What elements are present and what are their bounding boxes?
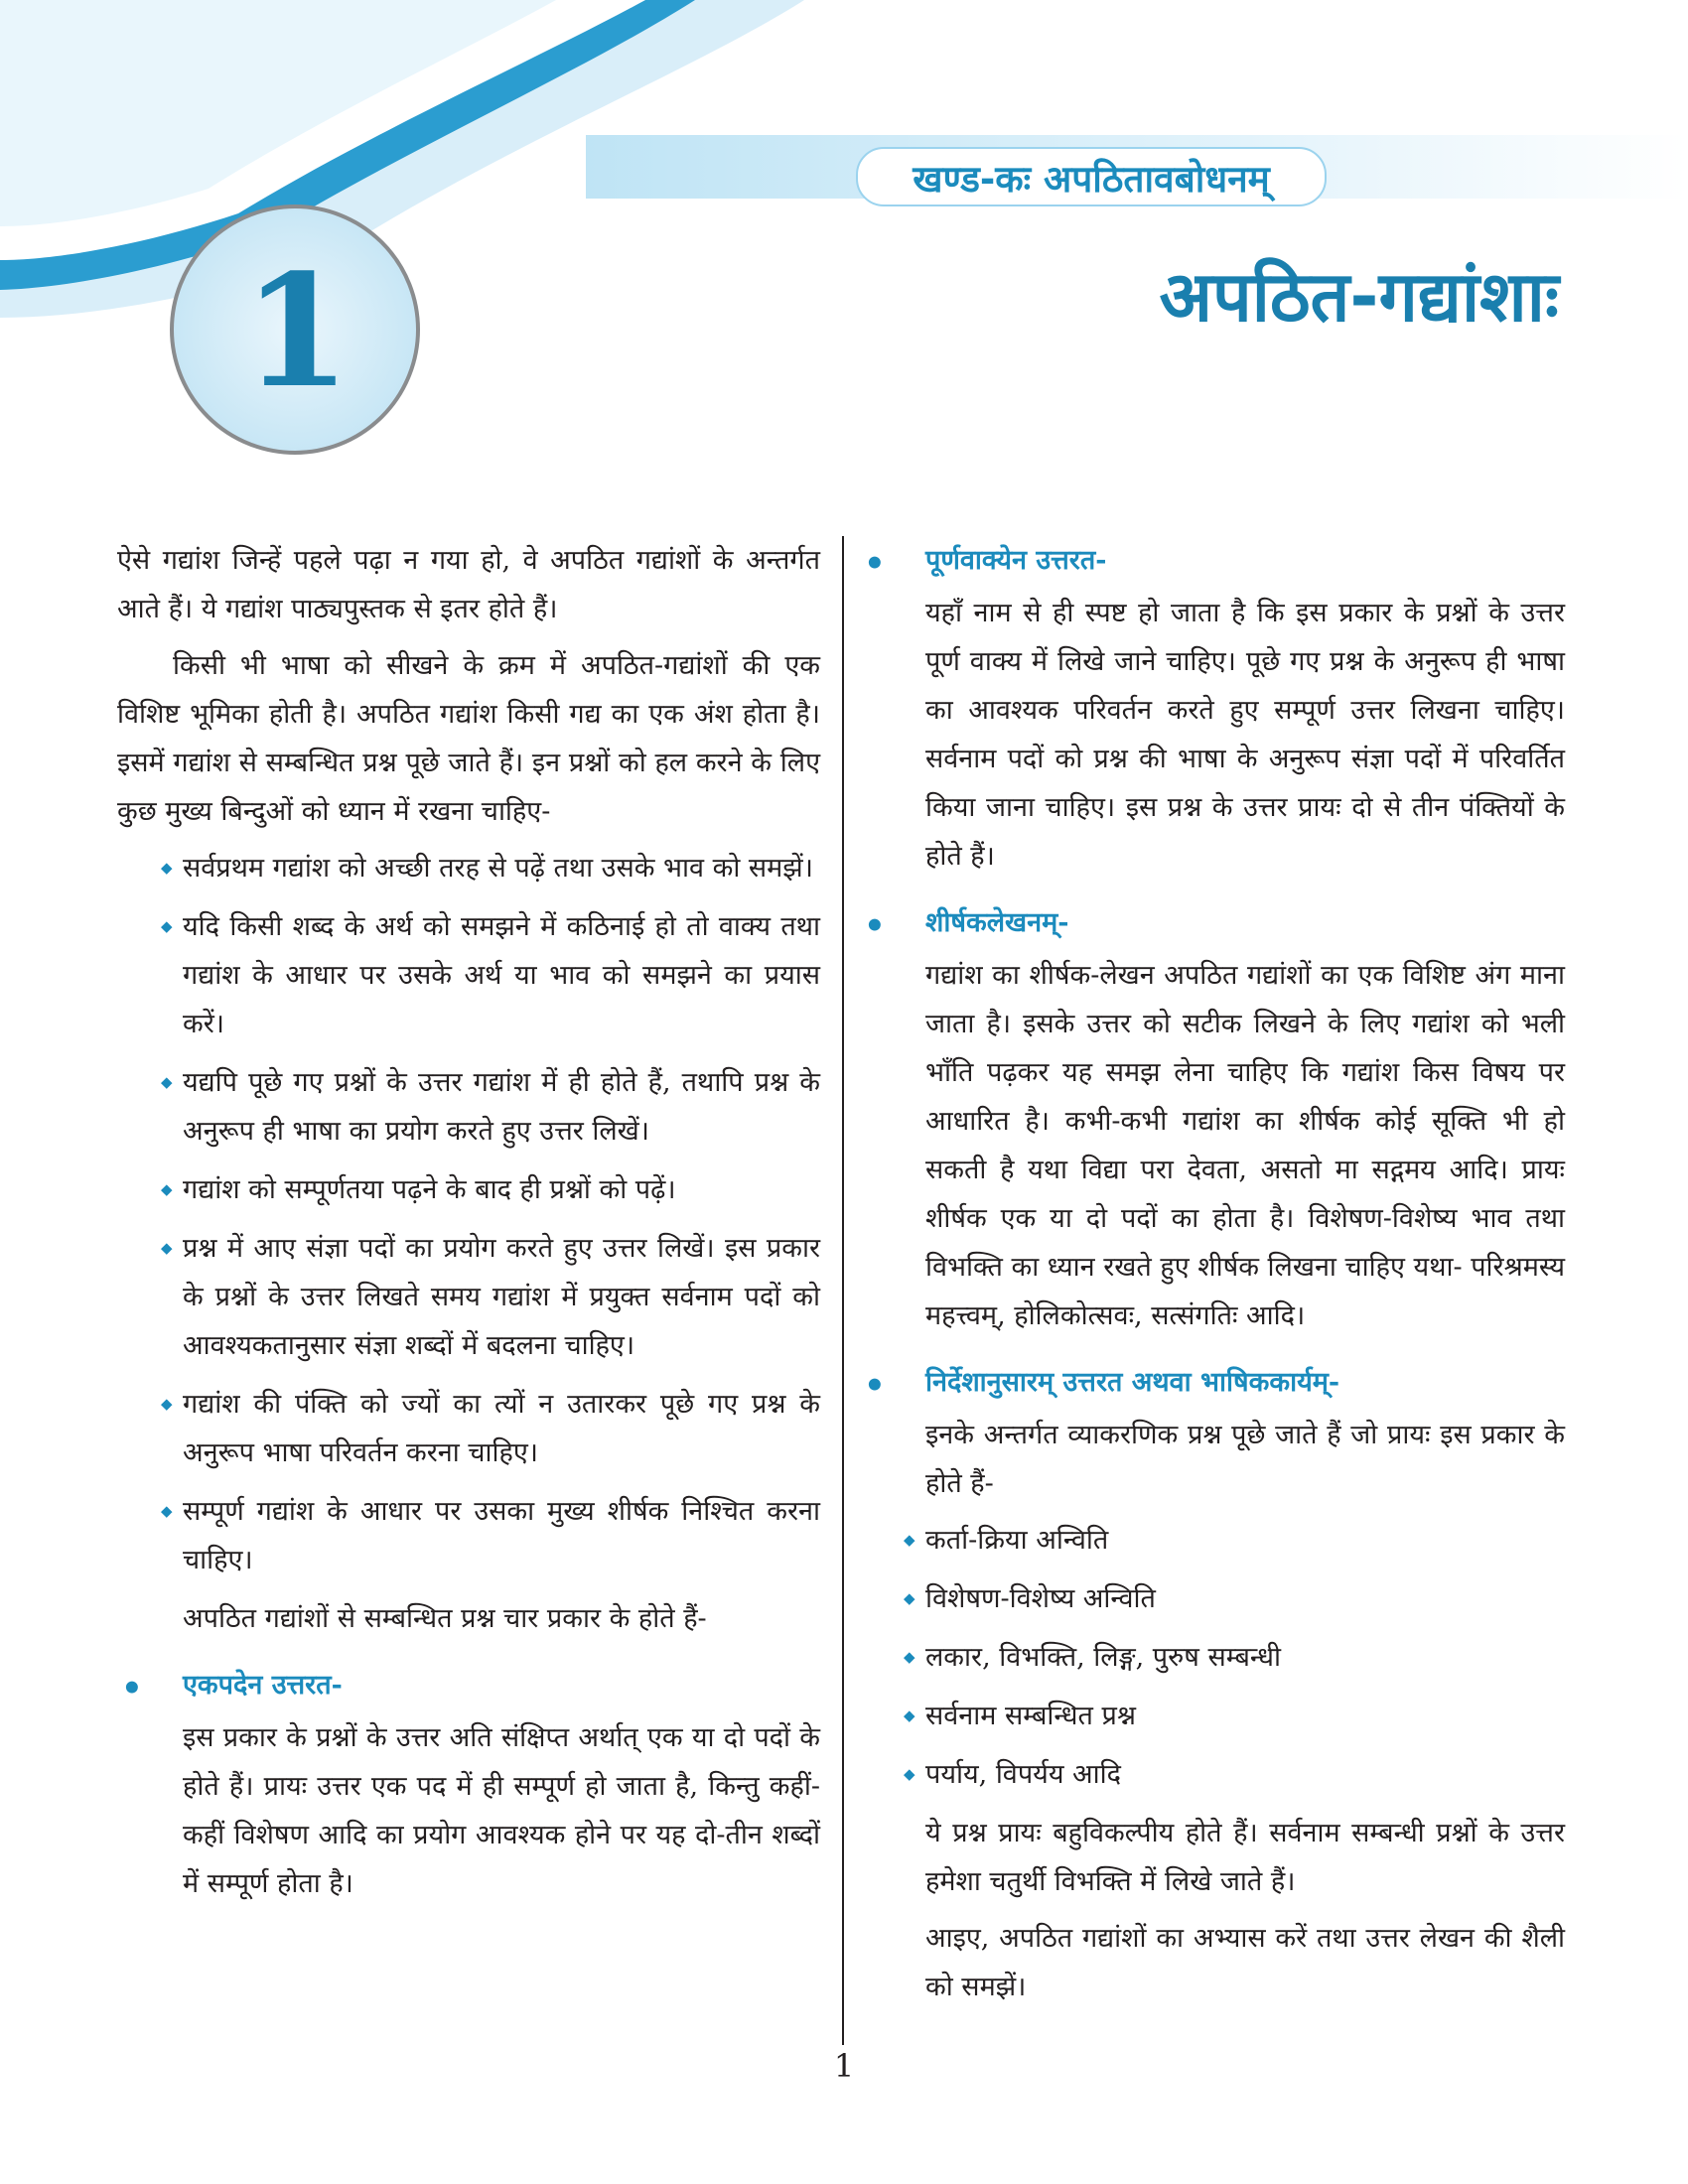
- list-item: ◆ लकार, विभक्ति, लिङ्ग, पुरुष सम्बन्धी: [860, 1633, 1565, 1682]
- section-label: खण्ड-कः अपठितावबोधनम्: [856, 147, 1327, 206]
- page-number: 1: [833, 2047, 855, 2085]
- chapter-title: अपठित-गद्यांशाः: [1159, 256, 1559, 338]
- list-item: ◆ यदि किसी शब्द के अर्थ को समझने में कठिनाई हो तो वाक्य तथा गद्यांश के आधार पर उसके अर्थ या भाव को समझने का प्रयास करें।: [117, 902, 820, 1048]
- tips-list: [117, 844, 820, 1584]
- closing-paragraph-2: आइए, अपठित गद्यांशों का अभ्यास करें तथा उत्तर लेखन की शैली को समझें।: [925, 1923, 1565, 2002]
- section-heading-ekpad: • एकपदेन उत्तरत-: [117, 1661, 820, 1709]
- grammar-items-list: [860, 1516, 1565, 1799]
- right-column: [860, 536, 1565, 2019]
- section-body-shirshak: गद्यांश का शीर्षक-लेखन अपठित गद्यांशों का एक विशिष्ट अंग माना जाता है। इसके उत्तर को सटीक लिखने के लिए गद्यांश को भली भाँति पढ़कर यह समझ लेना चाहिए कि गद्यांश किस विषय पर आधारित है। कभी-कभी गद्यांश का शीर्षक कोई सूक्ति भी हो सकती है यथा विद्या परा देवता, असतो मा सद्गमय आदि। प्रायः शीर्षक एक या दो पदों का होता है। विशेषण-विशेष्य भाव तथा विभक्ति का ध्यान रखते हुए शीर्षक लिखना चाहिए यथा- परिश्रमस्य महत्त्वम्, होलिकोत्सवः, सत्संगतिः आदि।: [925, 960, 1565, 1331]
- list-item: ◆ यद्यपि पूछे गए प्रश्नों के उत्तर गद्यांश में ही होते हैं, तथापि प्रश्न के अनुरूप ही भाषा का प्रयोग करते हुए उत्तर लिखें।: [117, 1058, 820, 1156]
- column-divider: [842, 536, 844, 2045]
- section-heading-purna: • पूर्णवाक्येन उत्तरत-: [860, 536, 1565, 585]
- section-body-nirdesh: इनके अन्तर्गत व्याकरणिक प्रश्न पूछे जाते हैं जो प्रायः इस प्रकार के होते हैं-: [925, 1420, 1565, 1499]
- list-item: ◆ सम्पूर्ण गद्यांश के आधार पर उसका मुख्य शीर्षक निश्चित करना चाहिए।: [117, 1487, 820, 1584]
- section-body-purna: यहाँ नाम से ही स्पष्ट हो जाता है कि इस प्रकार के प्रश्नों के उत्तर पूर्ण वाक्य में लिखे जाने चाहिए। पूछे गए प्रश्न के अनुरूप ही भाषा का आवश्यक परिवर्तन करते हुए सम्पूर्ण उत्तर लिखना चाहिए। सर्वनाम पदों को प्रश्न की भाषा के अनुरूप संज्ञा पदों में परिवर्तित किया जाना चाहिए। इस प्रश्न के उत्तर प्रायः दो से तीन पंक्तियों के होते हैं।: [925, 598, 1565, 872]
- list-item: ◆ गद्यांश को सम्पूर्णतया पढ़ने के बाद ही प्रश्नों को पढ़ें।: [117, 1165, 820, 1214]
- left-column: [117, 536, 820, 1916]
- closing-paragraph-1: ये प्रश्न प्रायः बहुविकल्पीय होते हैं। सर्वनाम सम्बन्धी प्रश्नों के उत्तर हमेशा चतुर्थी विभक्ति में लिखे जाते हैं।: [925, 1818, 1565, 1897]
- intro-paragraph: ऐसे गद्यांश जिन्हें पहले पढ़ा न गया हो, वे अपठित गद्यांशों के अन्तर्गत आते हैं। ये गद्यांश पाठ्यपुस्तक से इतर होते हैं।: [117, 545, 820, 624]
- section-heading-nirdesh: • निर्देशानुसारम् उत्तरत अथवा भाषिककार्यम्-: [860, 1358, 1565, 1407]
- list-item: ◆ गद्यांश की पंक्ति को ज्यों का त्यों न उतारकर पूछे गए प्रश्न के अनुरूप भाषा परिवर्तन करना चाहिए।: [117, 1380, 820, 1477]
- list-item: ◆ सर्वप्रथम गद्यांश को अच्छी तरह से पढ़ें तथा उसके भाव को समझें।: [117, 844, 820, 892]
- question-types-intro: अपठित गद्यांशों से सम्बन्धित प्रश्न चार प्रकार के होते हैं-: [183, 1603, 707, 1634]
- section-heading-shirshak: • शीर्षकलेखनम्-: [860, 898, 1565, 947]
- chapter-number: 1: [242, 239, 352, 422]
- list-item: ◆ सर्वनाम सम्बन्धित प्रश्न: [860, 1692, 1565, 1740]
- list-item: ◆ पर्याय, विपर्यय आदि: [860, 1750, 1565, 1799]
- list-item: ◆ प्रश्न में आए संज्ञा पदों का प्रयोग करते हुए उत्तर लिखें। इस प्रकार के प्रश्नों के उत्तर लिखते समय गद्यांश में प्रयुक्त सर्वनाम पदों को आवश्यकतानुसार संज्ञा शब्दों में बदलना चाहिए।: [117, 1224, 820, 1370]
- list-item: ◆ कर्ता-क्रिया अन्विति: [860, 1516, 1565, 1565]
- importance-paragraph: किसी भी भाषा को सीखने के क्रम में अपठित-गद्यांशों की एक विशिष्ट भूमिका होती है। अपठित गद्यांश किसी गद्य का एक अंश होता है। इसमें गद्यांश से सम्बन्धित प्रश्न पूछे जाते हैं। इन प्रश्नों को हल करने के लिए कुछ मुख्य बिन्दुओं को ध्यान में रखना चाहिए-: [117, 650, 820, 827]
- list-item: ◆ विशेषण-विशेष्य अन्विति: [860, 1574, 1565, 1623]
- section-body-ekpad: इस प्रकार के प्रश्नों के उत्तर अति संक्षिप्त अर्थात् एक या दो पदों के होते हैं। प्रायः उत्तर एक पद में ही सम्पूर्ण हो जाता है, किन्तु कहीं-कहीं विशेषण आदि का प्रयोग आवश्यक होने पर यह दो-तीन शब्दों में सम्पूर्ण होता है।: [183, 1722, 820, 1899]
